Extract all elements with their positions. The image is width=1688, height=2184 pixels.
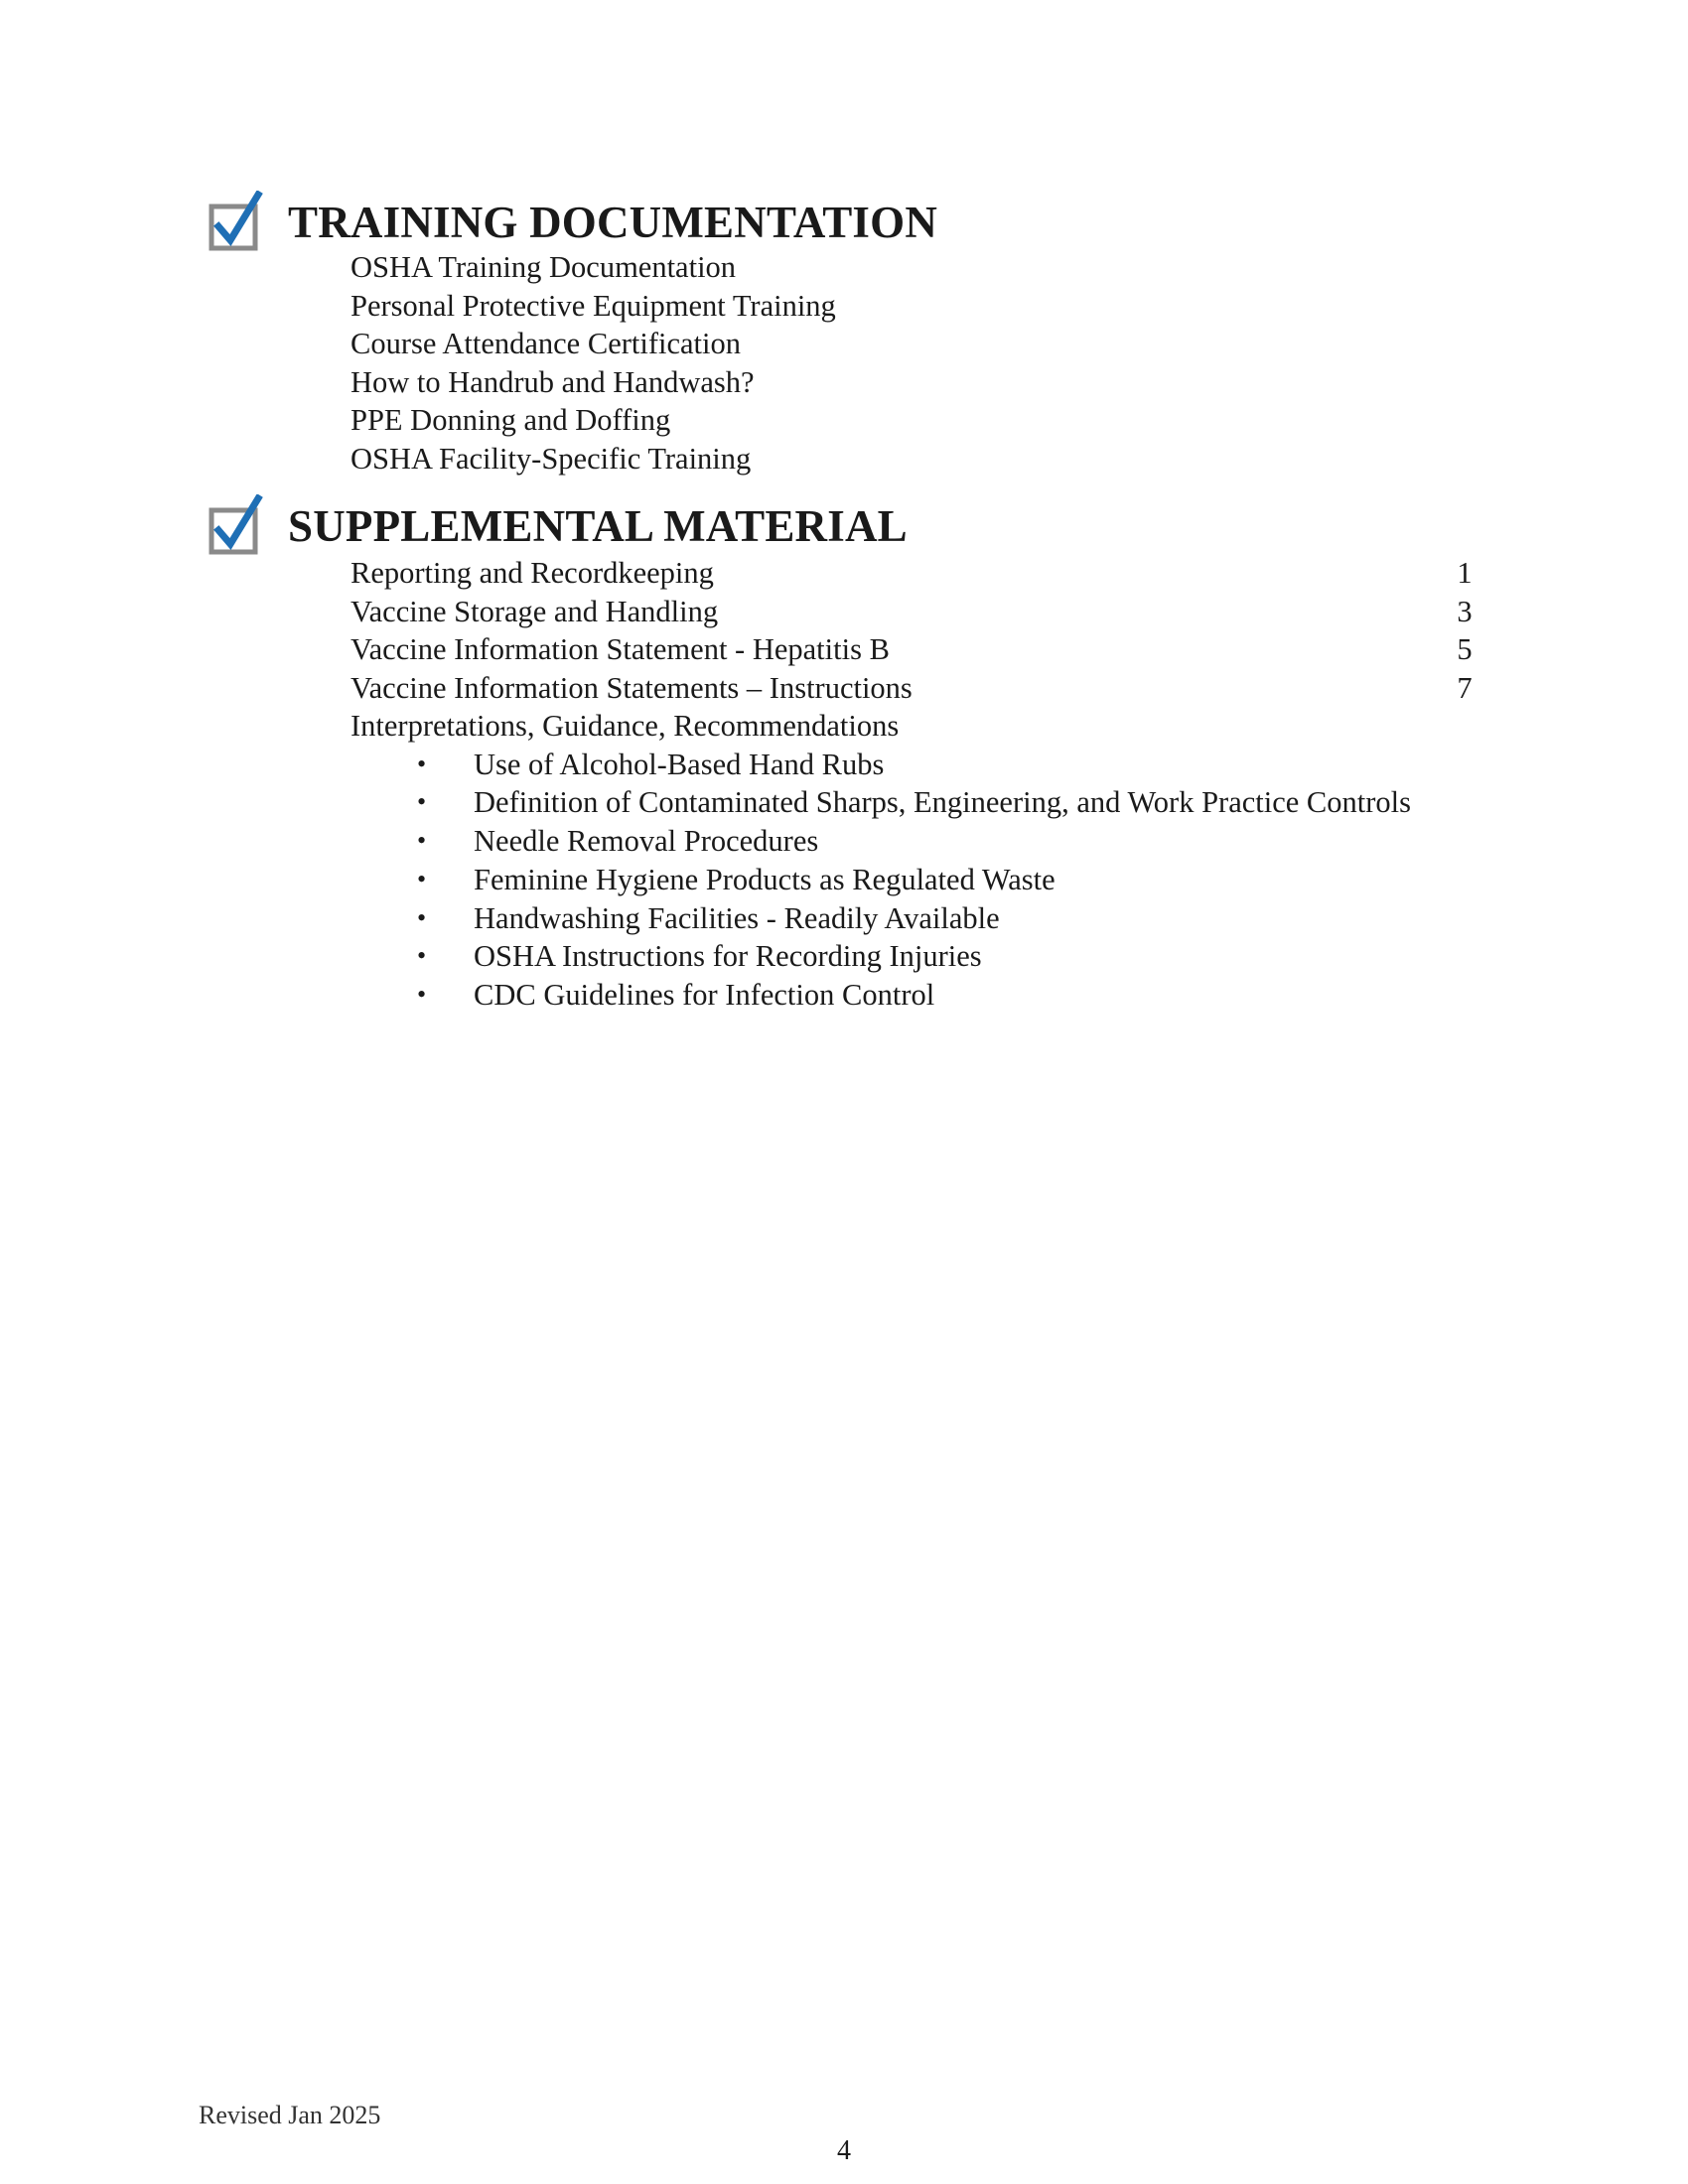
item-label: Reporting and Recordkeeping	[351, 556, 714, 590]
bullet-item	[417, 783, 1599, 822]
bullet-text: Definition of Contaminated Sharps, Engineering, and Work Practice Controls	[474, 785, 1411, 820]
checked-box-icon	[209, 191, 264, 254]
list-item	[351, 554, 1599, 593]
section-title: SUPPLEMENTAL MATERIAL	[288, 501, 908, 551]
section-header	[209, 187, 1599, 248]
item-page-number: 7	[1457, 670, 1473, 705]
supplemental-items-list	[209, 554, 1599, 746]
bullet-icon: •	[417, 902, 427, 932]
list-item: How to Handrub and Handwash?	[351, 364, 755, 399]
revised-date: Revised Jan 2025	[199, 2101, 381, 2129]
bullet-text: Use of Alcohol-Based Hand Rubs	[474, 747, 885, 781]
bullet-text: Needle Removal Procedures	[474, 824, 819, 859]
bullet-icon: •	[417, 941, 427, 971]
bullet-item	[417, 899, 1599, 938]
section-supplemental-material	[209, 490, 1599, 1015]
list-item	[351, 707, 1599, 746]
bullet-text: Handwashing Facilities - Readily Available	[474, 900, 1000, 935]
item-page-number: 3	[1457, 594, 1473, 628]
item-page-number: 5	[1457, 632, 1473, 666]
bullet-text: CDC Guidelines for Infection Control	[474, 978, 935, 1013]
bullet-icon: •	[417, 787, 427, 817]
bullet-item	[417, 976, 1599, 1015]
item-label: Interpretations, Guidance, Recommendations	[351, 709, 900, 743]
list-item: Course Attendance Certification	[351, 327, 741, 360]
guidance-bullet-list	[209, 746, 1599, 1016]
list-item: Personal Protective Equipment Training	[351, 288, 836, 323]
list-item	[351, 593, 1599, 631]
section-header	[209, 490, 1599, 552]
list-item	[351, 630, 1599, 669]
page-number: 4	[837, 2135, 851, 2166]
bullet-item	[417, 746, 1599, 784]
training-items-list	[209, 248, 1599, 478]
bullet-item	[417, 822, 1599, 861]
list-item: OSHA Facility-Specific Training	[351, 441, 752, 476]
bullet-icon: •	[417, 749, 427, 778]
section-title: TRAINING DOCUMENTATION	[288, 198, 938, 247]
bullet-text: OSHA Instructions for Recording Injuries	[474, 939, 982, 974]
list-item: PPE Donning and Doffing	[351, 403, 671, 437]
checked-box-icon	[209, 494, 264, 558]
item-label: Vaccine Information Statement - Hepatitis B	[351, 632, 890, 666]
bullet-item	[417, 861, 1599, 899]
item-label: Vaccine Information Statements – Instructions	[351, 670, 913, 705]
section-training-documentation	[209, 187, 1599, 478]
list-item	[351, 669, 1599, 708]
list-item: OSHA Training Documentation	[351, 250, 737, 284]
bullet-icon: •	[417, 864, 427, 893]
bullet-icon: •	[417, 980, 427, 1010]
item-label: Vaccine Storage and Handling	[351, 594, 719, 628]
bullet-text: Feminine Hygiene Products as Regulated Waste	[474, 862, 1055, 896]
item-page-number: 1	[1457, 556, 1473, 590]
bullet-item	[417, 937, 1599, 976]
bullet-icon: •	[417, 826, 427, 856]
